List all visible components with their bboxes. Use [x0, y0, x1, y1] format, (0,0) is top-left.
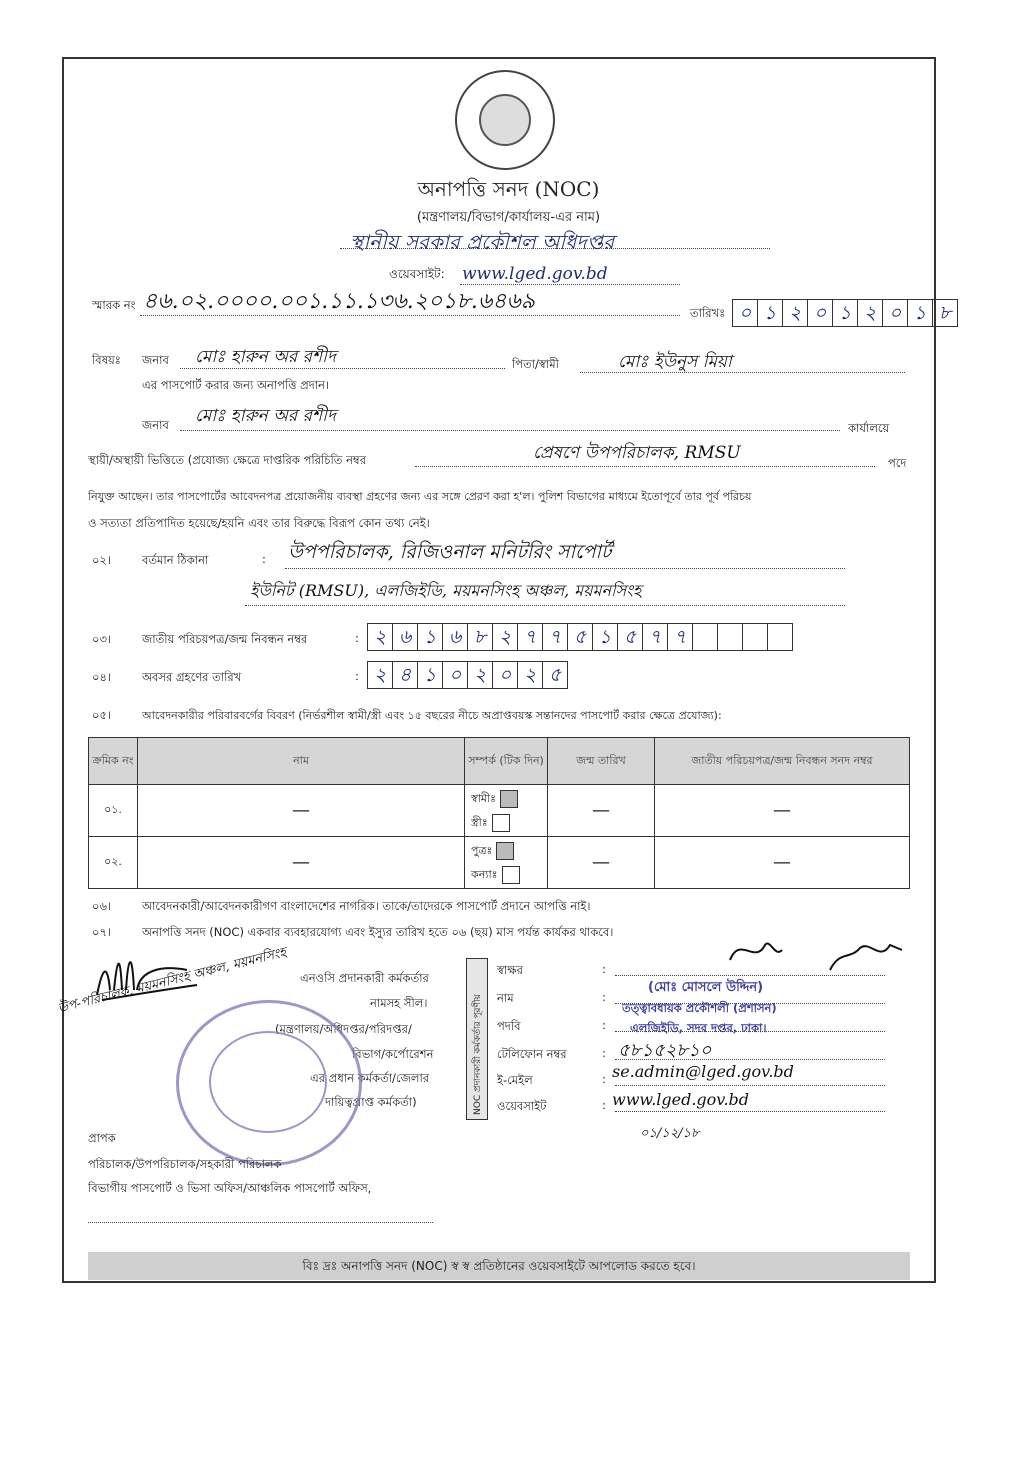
- wife-checkbox[interactable]: [492, 814, 510, 832]
- nid-digit: ৭: [642, 623, 668, 651]
- item-03-num: ০৩।: [92, 632, 112, 646]
- recipient-line2: বিভাগীয় পাসপোর্ট ও ভিসা অফিস/আঞ্চলিক পাসপোর্ট অফিস,: [88, 1181, 372, 1195]
- subject-janab: জনাব: [142, 353, 169, 367]
- row-dob: —: [548, 837, 655, 889]
- nid-digit: ৬: [392, 623, 418, 651]
- website-value: www.lged.gov.bd: [462, 264, 608, 284]
- relation-husband-label: স্বামীঃ: [471, 791, 497, 805]
- retire-digit: ২: [467, 661, 493, 689]
- signatory-line: (মন্ত্রণালয়/অধিদপ্তর/পরিদপ্তর/: [275, 1022, 412, 1036]
- nid-digit: ২: [492, 623, 518, 651]
- retire-digit: ০: [442, 661, 468, 689]
- field-designation: পদবি: [497, 1019, 521, 1033]
- memo-number: ৪৬.০২.০০০০.০০১.১১.১৩৬.২০১৮.৬৪৬৯: [143, 289, 535, 314]
- row-serial: ০২.: [89, 837, 138, 889]
- item-06-text: আবেদনকারী/আবেদনকারীগণ বাংলাদেশের নাগরিক। তাকে/তাদেরকে পাসপোর্ট প্রদানে আপত্তি নাই।: [142, 899, 591, 913]
- col-serial: ক্রমিক নং: [89, 738, 138, 785]
- date-digit: ১: [757, 299, 783, 327]
- col-nid: জাতীয় পরিচয়পত্র/জন্ম নিবন্ধন সনদ নম্বর: [655, 738, 910, 785]
- email-value: se.admin@lged.gov.bd: [612, 1062, 794, 1081]
- nid-digit: [692, 623, 718, 651]
- nid-digit: ৭: [542, 623, 568, 651]
- field-colon: :: [602, 1072, 606, 1086]
- field-website: ওয়েবসাইট: [497, 1099, 547, 1113]
- nid-digit: ৮: [467, 623, 493, 651]
- son-checkbox[interactable]: [496, 842, 514, 860]
- nid-label: জাতীয় পরিচয়পত্র/জন্ম নিবন্ধন নম্বর: [142, 632, 308, 646]
- address-hw-1: উপপরিচালক, রিজিওনাল মনিটরিং সাপোর্ট: [288, 541, 612, 563]
- recipient-line1: পরিচালক/উপপরিচালক/সহকারী পরিচালক: [88, 1157, 282, 1171]
- signatory-line: দায়িত্বপ্রাপ্ত কর্মকর্তা): [325, 1095, 417, 1109]
- item-07-text: অনাপত্তি সনদ (NOC) একবার ব্যবহারযোগ্য এবং ইস্যুর তারিখ হতে ০৬ (ছয়) মাস পর্যন্ত কার্যকর থাকবে।: [142, 925, 614, 939]
- field-name: নাম: [497, 991, 514, 1005]
- date-label: তারিখঃ: [690, 306, 726, 320]
- retire-boxes: [367, 661, 567, 689]
- field-email: ই-মেইল: [497, 1073, 533, 1087]
- daughter-checkbox[interactable]: [502, 866, 520, 884]
- date-digit: ০: [732, 299, 758, 327]
- retire-digit: ২: [517, 661, 543, 689]
- field-signature: স্বাক্ষর: [497, 963, 523, 977]
- field-colon: :: [602, 962, 606, 976]
- row-serial: ০১.: [89, 785, 138, 837]
- address-line-2: [245, 605, 845, 606]
- body-line-b: নিযুক্ত আছেন। তার পাসপোর্টের আবেদনপত্র প্রয়োজনীয় ব্যবস্থা গ্রহণের জন্য এর সঙ্গে প্রেরণ করা হ'ল। পুলিশ বিভাগের মাধ্যমে ইতোপূর্বে তার পূর্ব পরিচয়: [88, 490, 752, 503]
- date-digit: ২: [782, 299, 808, 327]
- relation-wife-label: স্ত্রীঃ: [471, 815, 488, 829]
- government-seal: [455, 70, 555, 170]
- retire-colon: :: [355, 669, 359, 683]
- col-name: নাম: [138, 738, 465, 785]
- relation-son-label: পুত্রঃ: [471, 843, 493, 857]
- nid-digit: ১: [592, 623, 618, 651]
- field-colon: :: [602, 1098, 606, 1112]
- office-round-stamp: [176, 1000, 362, 1166]
- nid-digit: ৫: [617, 623, 643, 651]
- recipient-label: প্রাপক: [88, 1131, 116, 1145]
- field-phone: টেলিফোন নম্বর: [497, 1047, 567, 1061]
- table-row: [89, 785, 910, 837]
- nid-colon: :: [355, 631, 359, 645]
- father-label: পিতা/স্বামী: [512, 357, 559, 371]
- date-digit: ১: [832, 299, 858, 327]
- stamp-name: (মোঃ মোসলে উদ্দিন): [648, 980, 764, 995]
- date-boxes: [732, 299, 957, 327]
- subject-line2: এর পাসপোর্ট করার জন্য অনাপত্তি প্রদান।: [142, 378, 330, 392]
- field-colon: :: [602, 990, 606, 1004]
- left-signatory-hw: উপ-পরিচালক, ময়মনসিংহ অঞ্চল, ময়মনসিংহ: [56, 945, 288, 1017]
- retire-label: অবসর গ্রহণের তারিখ: [142, 670, 242, 684]
- row-dob: —: [548, 785, 655, 837]
- signatory-line: এর প্রধান কর্মকর্তা/জেলার: [310, 1071, 430, 1085]
- nid-digit: ৫: [567, 623, 593, 651]
- recipient-address-line: [88, 1222, 433, 1223]
- phone-value: ৫৮১৫২৮১০: [618, 1040, 712, 1061]
- memo-label: স্মারক নং: [92, 298, 136, 312]
- signatory-vertical-note: NOC প্রদানকারী কর্মকর্তার পূরণীয়: [473, 994, 483, 1115]
- retire-digit: ২: [367, 661, 393, 689]
- row-nid: —: [655, 837, 910, 889]
- date-digit: ৮: [932, 299, 958, 327]
- post-suffix: পদে: [888, 456, 907, 470]
- stamp-office: এলজিইডি, সদর দপ্তর, ঢাকা।: [630, 1021, 767, 1035]
- retire-digit: ৪: [392, 661, 418, 689]
- office-name: স্থানীয় সরকার প্রকৌশল অধিদপ্তর: [350, 230, 615, 254]
- subject-label: বিষয়ঃ: [92, 353, 121, 367]
- date-digit: ০: [882, 299, 908, 327]
- nid-digit: ৭: [517, 623, 543, 651]
- field-colon: :: [602, 1018, 606, 1032]
- retire-digit: ৫: [542, 661, 568, 689]
- post-value: প্রেষণে উপপরিচালক, RMSU: [533, 443, 741, 463]
- body-line-c: ও সত্যতা প্রতিপাদিত হয়েছে/হয়নি এবং তার বিরুদ্ধে বিরূপ কোন তথ্য নেই।: [88, 516, 430, 530]
- family-table: [88, 737, 910, 889]
- address-colon: :: [262, 552, 266, 566]
- row-name: —: [138, 785, 465, 837]
- row-name: —: [138, 837, 465, 889]
- row-nid: —: [655, 785, 910, 837]
- father-name: মোঃ ইউনুস মিয়া: [618, 352, 732, 372]
- signatory-line: নামসহ সীল।: [370, 996, 428, 1010]
- footer-note: বিঃ দ্রঃ অনাপত্তি সনদ (NOC) স্ব স্ব প্রতিষ্ঠানের ওয়েবসাইটে আপলোড করতে হবে।: [88, 1252, 910, 1280]
- nid-boxes: [367, 623, 792, 651]
- field-colon: :: [602, 1046, 606, 1060]
- nid-digit: [742, 623, 768, 651]
- signature-date: ০১/১২/১৮: [640, 1126, 700, 1141]
- date-digit: ১: [907, 299, 933, 327]
- nid-digit: [767, 623, 793, 651]
- body-janab: জনাব: [142, 418, 169, 432]
- nid-digit: [717, 623, 743, 651]
- col-relation: সম্পর্ক (টিক দিন): [465, 738, 548, 785]
- nid-digit: ২: [367, 623, 393, 651]
- stamp-title: তত্ত্বাবধায়ক প্রকৌশলী (প্রশাসন): [622, 1001, 777, 1015]
- item-02-num: ০২।: [92, 553, 112, 567]
- website-label: ওয়েবসাইট:: [389, 267, 445, 281]
- body-line-a: স্থায়ী/অস্থায়ী ভিত্তিতে (প্রযোজ্য ক্ষেত্রে দাপ্তরিক পরিচিতি নম্বর: [88, 453, 367, 467]
- nid-digit: ১: [417, 623, 443, 651]
- website-value-hw: www.lged.gov.bd: [612, 1090, 750, 1109]
- form-title: অনাপত্তি সনদ (NOC): [417, 177, 600, 201]
- form-subtitle: (মন্ত্রণালয়/বিভাগ/কার্যালয়-এর নাম): [416, 210, 601, 225]
- row-relation: [465, 785, 548, 837]
- retire-digit: ০: [492, 661, 518, 689]
- body-name: মোঃ হারুন অর রশীদ: [195, 406, 336, 426]
- item-05-num: ০৫।: [92, 708, 112, 722]
- website-line: [615, 1111, 885, 1112]
- family-label: আবেদনকারীর পরিবারবর্গের বিবরণ (নির্ভরশীল স্বামী/স্ত্রী এবং ১৫ বছরের নীচে অপ্রাপ্তবয়স্ক সন্তানদের পাসপোর্ট করার ক্ষেত্রে প্রযোজ্য):: [142, 709, 722, 722]
- col-dob: জন্ম তারিখ: [548, 738, 655, 785]
- relation-daughter-label: কন্যাঃ: [471, 867, 498, 881]
- item-07-num: ০৭।: [92, 925, 112, 939]
- office-suffix: কার্যালয়ে: [848, 421, 890, 435]
- subject-name: মোঃ হারুন অর রশীদ: [195, 347, 336, 367]
- nid-digit: ৬: [442, 623, 468, 651]
- date-digit: ০: [807, 299, 833, 327]
- retire-digit: ১: [417, 661, 443, 689]
- item-06-num: ০৬।: [92, 899, 112, 913]
- officer-signature: [720, 930, 910, 980]
- husband-checkbox[interactable]: [500, 790, 518, 808]
- address-hw-2: ইউনিট (RMSU), এলজিইডি, ময়মনসিংহ অঞ্চল, ময়মনসিংহ: [250, 581, 642, 600]
- nid-digit: ৭: [667, 623, 693, 651]
- signatory-line: বিভাগ/কর্পোরেশন: [352, 1047, 434, 1061]
- item-04-num: ০৪।: [92, 670, 112, 684]
- address-label: বর্তমান ঠিকানা: [142, 553, 209, 567]
- signatory-line: এনওসি প্রদানকারী কর্মকর্তার: [300, 971, 429, 985]
- date-digit: ২: [857, 299, 883, 327]
- table-row: [89, 837, 910, 889]
- row-relation: [465, 837, 548, 889]
- email-line: [615, 1085, 885, 1086]
